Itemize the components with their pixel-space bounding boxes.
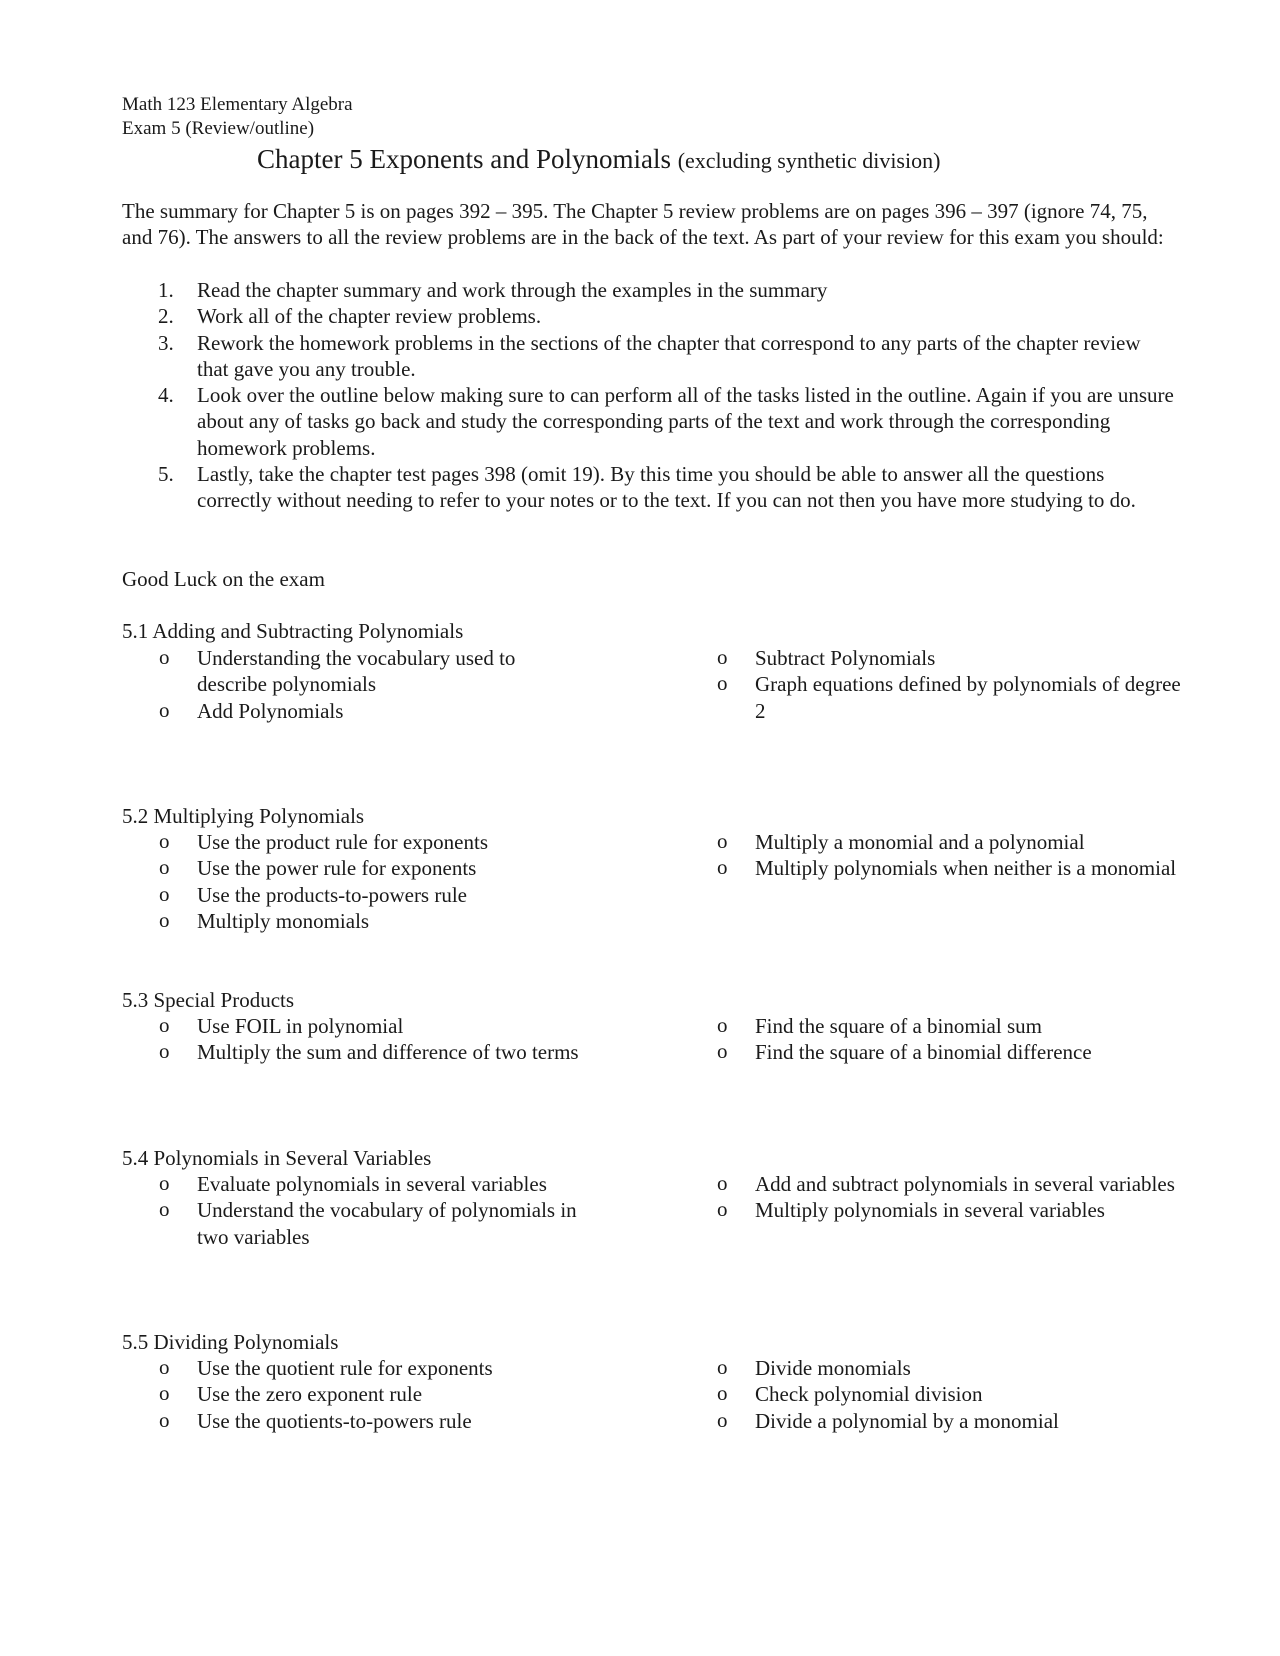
list-item-text: Use the products-to-powers rule (197, 882, 468, 907)
bullet-marker: o (159, 1197, 170, 1222)
list-item-text: Check polynomial division (755, 1382, 983, 1407)
section-title-5-3: 5.3 Special Products (122, 988, 295, 1012)
list-item (159, 829, 579, 855)
bullet-marker: o (717, 645, 728, 669)
list-item-text: Multiply a monomial and a polynomial (755, 830, 1085, 854)
step-number: 1. (158, 278, 174, 302)
list-item (159, 1381, 579, 1407)
bullet-marker: o (159, 1171, 170, 1195)
list-item (717, 1381, 1187, 1407)
bullet-marker: o (159, 1013, 170, 1037)
step-item (122, 382, 1177, 461)
list-item (717, 1039, 1187, 1065)
list-item (159, 1408, 579, 1434)
list-item (159, 855, 579, 881)
step-item (122, 303, 1177, 329)
list-item (159, 1197, 579, 1250)
list-item-text: Find the square of a binomial difference (755, 1040, 1092, 1065)
bullet-marker: o (717, 1407, 728, 1432)
section-5-2-right-list (717, 829, 1187, 882)
review-steps-list (122, 277, 1177, 514)
section-5-5-left-list (159, 1355, 579, 1434)
list-item (159, 1013, 579, 1039)
list-item-text: Understanding the vocabulary used to describe polynomials (197, 646, 516, 697)
section-title-5-5: 5.5 Dividing Polynomials (122, 1330, 339, 1354)
bullet-marker: o (717, 1197, 728, 1222)
section-title-5-2: 5.2 Multiplying Polynomials (122, 804, 365, 828)
step-number: 3. (158, 330, 174, 355)
exam-label: Exam 5 (Review/outline) (122, 118, 315, 139)
course-name: Math 123 Elementary Algebra (122, 94, 353, 115)
list-item-text: Divide a polynomial by a monomial (755, 1408, 1059, 1433)
list-item (159, 1355, 579, 1381)
list-item (159, 698, 579, 724)
step-number: 4. (158, 383, 174, 408)
list-item-text: Multiply polynomials in several variables (755, 1198, 1105, 1223)
list-item-text: Use FOIL in polynomial (197, 1014, 404, 1038)
list-item (159, 1171, 579, 1197)
section-5-3-right-list (717, 1013, 1187, 1066)
bullet-marker: o (717, 671, 728, 696)
list-item (717, 1408, 1187, 1434)
list-item-text: Multiply polynomials when neither is a monomial (755, 856, 1177, 881)
step-text: Read the chapter summary and work through the examples in the summary (197, 278, 828, 302)
step-item (122, 461, 1177, 514)
section-title-5-1: 5.1 Adding and Subtracting Polynomials (122, 619, 464, 643)
bullet-marker: o (159, 907, 170, 932)
bullet-marker: o (159, 1381, 170, 1406)
list-item-text: Divide monomials (755, 1356, 911, 1380)
section-5-5-right-list (717, 1355, 1187, 1434)
bullet-marker: o (717, 829, 728, 853)
bullet-marker: o (159, 645, 170, 669)
list-item-text: Graph equations defined by polynomials of degree 2 (755, 672, 1181, 723)
list-item-text: Add Polynomials (197, 698, 344, 723)
title-main: Chapter 5 Exponents and Polynomials (257, 144, 671, 174)
bullet-marker: o (159, 881, 170, 906)
bullet-marker: o (717, 1039, 728, 1064)
title-subtitle: (excluding synthetic division) (677, 148, 941, 173)
step-number: 2. (158, 304, 174, 329)
bullet-marker: o (159, 1355, 170, 1379)
bullet-marker: o (159, 697, 170, 722)
bullet-marker: o (159, 1407, 170, 1432)
step-text: Look over the outline below making sure to can perform all of the tasks listed in the outline. Again if you are unsure about any of tasks go back and study the corresponding parts of the text and work through the corresponding homework problems. (197, 383, 1174, 460)
list-item (159, 908, 579, 934)
list-item-text: Multiply monomials (197, 908, 370, 933)
step-text: Rework the homework problems in the sections of the chapter that correspond to any parts of the chapter review that gave you any trouble. (197, 330, 1141, 381)
bullet-marker: o (717, 1381, 728, 1406)
section-5-1-left-list (159, 645, 579, 724)
bullet-marker: o (717, 855, 728, 880)
list-item (717, 855, 1187, 881)
bullet-marker: o (717, 1171, 728, 1195)
bullet-marker: o (159, 829, 170, 853)
bullet-marker: o (159, 1039, 170, 1064)
list-item (159, 645, 579, 698)
list-item-text: Use the quotients-to-powers rule (197, 1408, 472, 1433)
section-5-4-right-list (717, 1171, 1187, 1224)
list-item-text: Add and subtract polynomials in several variables (755, 1172, 1175, 1196)
intro-paragraph (122, 198, 1177, 251)
step-text: Lastly, take the chapter test pages 398 (omit 19). By this time you should be able to answer all the questions correctly without needing to refer to your notes or to the text. If you can not then you have more studying to do. (197, 462, 1136, 513)
list-item (159, 882, 579, 908)
list-item-text: Find the square of a binomial sum (755, 1014, 1042, 1038)
step-item (122, 277, 1177, 303)
intro-text: The summary for Chapter 5 is on pages 392 – 395. The Chapter 5 review problems are on pages 396 – 397 (ignore 74, 75, and 76). The answers to all the review problems are in the back of the text. As part of your review for this exam you should: (122, 199, 1164, 250)
list-item-text: Use the zero exponent rule (197, 1382, 423, 1407)
step-item (122, 330, 1177, 383)
list-item (159, 1039, 579, 1065)
bullet-marker: o (717, 1013, 728, 1037)
step-number: 5. (158, 462, 174, 487)
list-item-text: Understand the vocabulary of polynomials in two variables (197, 1198, 577, 1249)
list-item (717, 829, 1187, 855)
step-text: Work all of the chapter review problems. (197, 304, 542, 329)
good-luck-note: Good Luck on the exam (122, 567, 325, 591)
section-5-4-left-list (159, 1171, 579, 1250)
list-item (717, 1355, 1187, 1381)
list-item (717, 1013, 1187, 1039)
list-item (717, 671, 1187, 724)
section-5-3-left-list (159, 1013, 579, 1066)
list-item-text: Use the quotient rule for exponents (197, 1356, 493, 1380)
section-5-2-left-list (159, 829, 579, 934)
list-item-text: Use the power rule for exponents (197, 856, 477, 881)
section-5-1-right-list (717, 645, 1187, 724)
bullet-marker: o (159, 855, 170, 880)
list-item-text: Use the product rule for exponents (197, 830, 488, 854)
page-title (257, 142, 940, 178)
section-title-5-4: 5.4 Polynomials in Several Variables (122, 1146, 432, 1170)
list-item (717, 1197, 1187, 1223)
list-item-text: Multiply the sum and difference of two terms (197, 1040, 579, 1065)
list-item (717, 645, 1187, 671)
list-item (717, 1171, 1187, 1197)
list-item-text: Evaluate polynomials in several variables (197, 1172, 547, 1196)
bullet-marker: o (717, 1355, 728, 1379)
list-item-text: Subtract Polynomials (755, 646, 936, 670)
